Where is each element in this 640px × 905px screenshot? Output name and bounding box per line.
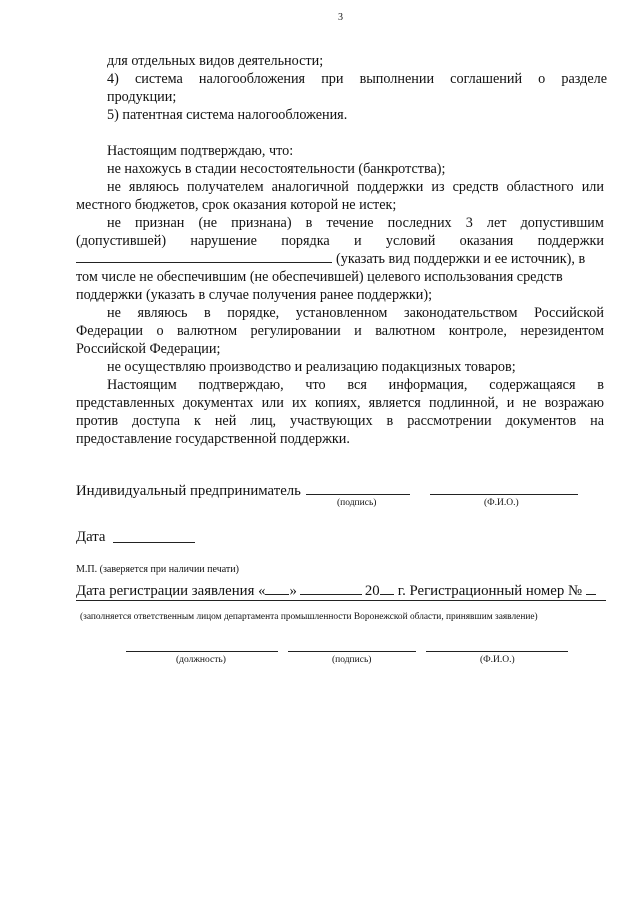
- official-signature-caption: (подпись): [332, 655, 372, 665]
- word: подлинной,: [428, 395, 499, 411]
- word: о: [156, 323, 164, 339]
- word: 4): [107, 71, 119, 87]
- word: в: [597, 377, 604, 393]
- registration-underline: [76, 600, 606, 601]
- word: условий: [385, 233, 436, 249]
- word: на: [590, 413, 604, 429]
- registration-part: Дата регистрации заявления «: [76, 583, 266, 599]
- confirm-p3-line2: [76, 232, 604, 250]
- word: из: [431, 179, 445, 195]
- word: валютном: [375, 323, 436, 339]
- word: в: [305, 215, 313, 231]
- word: валютном: [177, 323, 238, 339]
- word: 3: [465, 215, 473, 231]
- word: ней: [214, 413, 237, 429]
- word: аналогичной: [271, 179, 349, 195]
- confirm-p1: не нахожусь в стадии несостоятельности (банкротства);: [107, 161, 446, 177]
- confirm-heading: Настоящим подтверждаю, что:: [107, 143, 294, 159]
- confirm-p6-line1: [107, 376, 604, 394]
- word: информация,: [388, 377, 468, 393]
- confirm-p6-line4: предоставление государственной поддержки.: [76, 431, 350, 447]
- word: возражаю: [544, 395, 604, 411]
- date-label: Дата: [76, 529, 106, 545]
- registration-part: г. Регистрационный номер №: [397, 583, 583, 599]
- official-position-caption: (должность): [176, 655, 226, 665]
- confirm-p6-line2: [76, 394, 604, 412]
- registration-year-blank[interactable]: [380, 582, 394, 595]
- word: оказания: [459, 233, 514, 249]
- word: установленном: [295, 305, 388, 321]
- word: участвующих: [290, 413, 373, 429]
- word: лиц,: [250, 413, 277, 429]
- word: против: [76, 413, 119, 429]
- word: областного: [506, 179, 574, 195]
- date-line[interactable]: [113, 542, 195, 543]
- word: их: [292, 395, 307, 411]
- word: или: [261, 395, 284, 411]
- word: документов: [505, 413, 577, 429]
- registration-month-blank[interactable]: [300, 582, 362, 595]
- registration-part: 20: [364, 583, 380, 599]
- word: система: [134, 71, 183, 87]
- word: получателем: [186, 179, 264, 195]
- word: рассмотрении: [407, 413, 492, 429]
- tax-item-line-a: для отдельных видов деятельности;: [107, 53, 324, 69]
- stamp-note: М.П. (заверяется при наличии печати): [76, 564, 239, 575]
- registration-day-blank[interactable]: [265, 582, 289, 595]
- word: законодательством: [403, 305, 518, 321]
- word: не: [107, 179, 121, 195]
- word: допустившим: [520, 215, 604, 231]
- official-fio-caption: (Ф.И.О.): [480, 655, 515, 665]
- confirm-p4-end: Российской Федерации;: [76, 341, 221, 357]
- word: не: [107, 215, 121, 231]
- registration-line: [76, 582, 596, 600]
- page-number: 3: [338, 12, 343, 23]
- tax-item-4: [107, 70, 607, 88]
- word: порядке,: [227, 305, 280, 321]
- word: и: [506, 395, 515, 411]
- word: доступа: [132, 413, 181, 429]
- tax-item-4-cont: продукции;: [107, 89, 177, 105]
- word: лет: [486, 215, 507, 231]
- word: при: [321, 71, 344, 87]
- word: подтверждаю,: [198, 377, 284, 393]
- ip-signature-line[interactable]: [306, 494, 410, 495]
- word: регулировании: [250, 323, 341, 339]
- registration-note: (заполняется ответственным лицом департамента промышленности Воронежской области, принявшим заявление): [80, 612, 538, 622]
- word: является: [368, 395, 421, 411]
- word: последних: [387, 215, 452, 231]
- word: течение: [326, 215, 374, 231]
- word: к: [193, 413, 201, 429]
- confirm-p4: [107, 304, 604, 322]
- word: налогообложения: [198, 71, 306, 87]
- official-fio-line[interactable]: [426, 651, 568, 652]
- word: что: [305, 377, 326, 393]
- official-position-line[interactable]: [126, 651, 278, 652]
- ip-label: Индивидуальный предприниматель: [76, 483, 301, 499]
- confirm-p3-fill: (указать вид поддержки и ее источник), в: [336, 251, 586, 267]
- word: поддержки: [356, 179, 424, 195]
- word: нерезидентом: [520, 323, 604, 339]
- word: или: [581, 179, 604, 195]
- word: порядка: [281, 233, 330, 249]
- word: в: [204, 305, 211, 321]
- ip-signature-caption: (подпись): [337, 498, 377, 508]
- word: не: [107, 305, 121, 321]
- word: копиях,: [314, 395, 361, 411]
- word: признан: [134, 215, 185, 231]
- confirm-p6-line3: [76, 412, 604, 430]
- word: и: [354, 233, 362, 249]
- word: Федерации: [76, 323, 144, 339]
- word: контроле,: [448, 323, 507, 339]
- word: представленных: [76, 395, 175, 411]
- word: разделе: [561, 71, 607, 87]
- word: не: [522, 395, 537, 411]
- word: средств: [452, 179, 499, 195]
- word: Настоящим: [107, 377, 177, 393]
- word: являюсь: [137, 305, 188, 321]
- word: признана): [231, 215, 292, 231]
- word: нарушение: [190, 233, 257, 249]
- word: являюсь: [128, 179, 179, 195]
- confirm-p2: [107, 178, 604, 196]
- confirm-p3-line4: том числе не обеспечившим (не обеспечившей) целевого использования средств: [76, 269, 563, 285]
- registration-number-blank[interactable]: [586, 582, 596, 595]
- confirm-p5: не осуществляю производство и реализацию подакцизных товаров;: [107, 359, 516, 375]
- confirm-p3-line1: [107, 214, 604, 232]
- confirm-p3-line5: поддержки (указать в случае получения ранее поддержки);: [76, 287, 433, 303]
- word: содержащаяся: [489, 377, 576, 393]
- word: (допустившей): [76, 233, 167, 249]
- word: в: [386, 413, 394, 429]
- confirm-p4-cont: [76, 322, 604, 340]
- word: и: [354, 323, 362, 339]
- tax-item-5: 5) патентная система налогообложения.: [107, 107, 348, 123]
- word: Российской: [534, 305, 604, 321]
- ip-fio-line[interactable]: [430, 494, 578, 495]
- support-type-blank[interactable]: [76, 262, 332, 263]
- word: о: [538, 71, 546, 87]
- word: соглашений: [450, 71, 523, 87]
- word: (не: [198, 215, 218, 231]
- word: поддержки: [537, 233, 604, 249]
- word: вся: [347, 377, 367, 393]
- registration-part: »: [289, 583, 297, 599]
- word: документах: [182, 395, 254, 411]
- ip-fio-caption: (Ф.И.О.): [484, 498, 519, 508]
- confirm-p2-cont: местного бюджетов, срок оказания которой не истек;: [76, 197, 397, 213]
- word: выполнении: [359, 71, 435, 87]
- official-signature-line[interactable]: [288, 651, 416, 652]
